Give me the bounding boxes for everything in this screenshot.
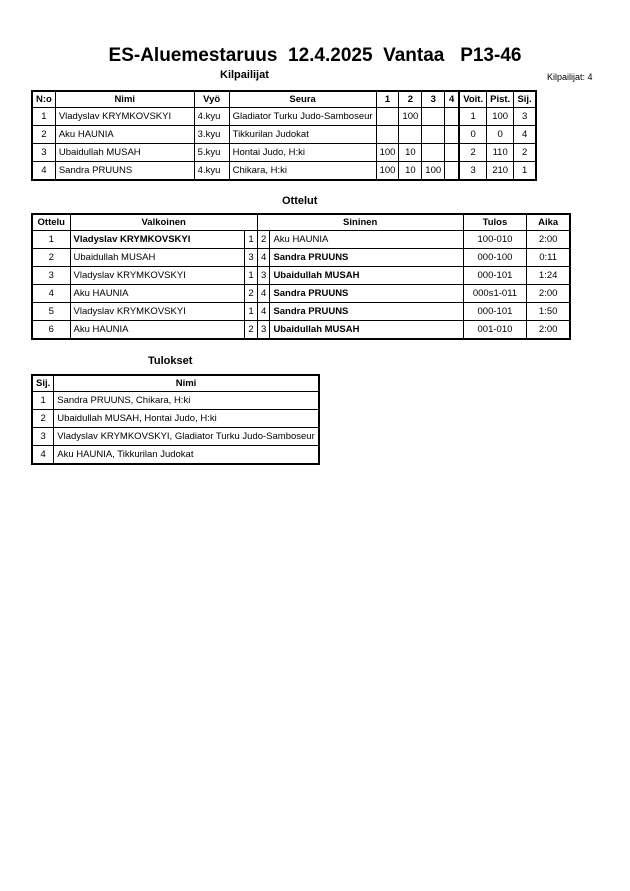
white-fighter: Ubaidullah MUSAH [70,249,245,267]
result-place: 3 [32,428,54,446]
blue-fighter: Sandra PRUUNS [270,249,463,267]
match-time: 2:00 [527,285,570,303]
col-result-name: Nimi [54,375,319,392]
match-row [32,267,570,285]
match-number: 6 [32,321,70,340]
col-r2: 2 [399,91,422,108]
score-vs-3 [422,126,445,144]
competitor-place: 4 [514,126,536,144]
competitor-belt: 4.kyu [194,162,229,181]
competitor-row [32,162,536,181]
white-fighter-number: 1 [245,303,258,321]
white-fighter: Aku HAUNIA [70,321,245,340]
match-result: 000-101 [463,303,527,321]
result-name: Ubaidullah MUSAH, Hontai Judo, H:ki [54,410,319,428]
match-result: 000-101 [463,267,527,285]
score-vs-1 [376,108,399,126]
matches-heading: Ottelut [282,195,318,207]
col-r4: 4 [445,91,460,108]
result-place: 1 [32,392,54,410]
competitor-place: 1 [514,162,536,181]
competitor-count: Kilpailijat: 4 [547,72,593,82]
col-result: Tulos [463,214,527,231]
score-vs-3 [422,108,445,126]
result-name: Vladyslav KRYMKOVSKYI, Gladiator Turku Judo-Samboseur [54,428,319,446]
competitor-wins: 2 [459,144,486,162]
competitor-club: Gladiator Turku Judo-Samboseur [229,108,376,126]
match-result: 000-100 [463,249,527,267]
white-fighter: Aku HAUNIA [70,285,245,303]
match-row [32,285,570,303]
white-fighter: Vladyslav KRYMKOVSKYI [70,231,245,249]
col-belt: Vyö [194,91,229,108]
competitor-belt: 3.kyu [194,126,229,144]
col-blue: Sininen [257,214,463,231]
blue-fighter: Sandra PRUUNS [270,303,463,321]
white-fighter-number: 2 [245,285,258,303]
match-number: 2 [32,249,70,267]
result-row [32,392,319,410]
result-name: Aku HAUNIA, Tikkurilan Judokat [54,446,319,465]
match-time: 0:11 [527,249,570,267]
competitor-points: 0 [487,126,514,144]
score-vs-2: 10 [399,144,422,162]
white-fighter-number: 1 [245,231,258,249]
blue-fighter: Ubaidullah MUSAH [270,267,463,285]
match-result: 000s1-011 [463,285,527,303]
score-vs-4 [445,162,460,181]
match-row [32,231,570,249]
match-time: 1:24 [527,267,570,285]
col-r1: 1 [376,91,399,108]
result-place: 4 [32,446,54,465]
score-vs-2: 10 [399,162,422,181]
score-vs-3 [422,144,445,162]
col-points: Pist. [487,91,514,108]
competitor-wins: 1 [459,108,486,126]
competitor-belt: 5.kyu [194,144,229,162]
score-vs-1 [376,126,399,144]
competitor-row [32,144,536,162]
competitor-number: 4 [32,162,55,181]
col-place: Sij. [514,91,536,108]
matches-header-row [32,214,570,231]
result-row [32,410,319,428]
col-match: Ottelu [32,214,70,231]
blue-fighter-number: 4 [257,249,270,267]
match-number: 4 [32,285,70,303]
col-rank: Sij. [32,375,54,392]
competitor-row [32,126,536,144]
score-vs-3: 100 [422,162,445,181]
blue-fighter-number: 4 [257,303,270,321]
competitor-points: 100 [487,108,514,126]
competitor-name: Aku HAUNIA [55,126,194,144]
score-vs-4 [445,144,460,162]
match-number: 5 [32,303,70,321]
col-time: Aika [527,214,570,231]
page-title: ES-Aluemestaruus 12.4.2025 Vantaa P13-46 [108,45,522,66]
white-fighter-number: 2 [245,321,258,340]
score-vs-2: 100 [399,108,422,126]
score-vs-1: 100 [376,144,399,162]
matches-table [31,213,571,340]
competitor-wins: 3 [459,162,486,181]
competitor-wins: 0 [459,126,486,144]
white-fighter-number: 3 [245,249,258,267]
competitor-place: 2 [514,144,536,162]
competitors-table [31,90,537,181]
col-name: Nimi [55,91,194,108]
col-r3: 3 [422,91,445,108]
competitors-heading: Kilpailijat [220,69,269,81]
match-time: 1:50 [527,303,570,321]
white-fighter-number: 1 [245,267,258,285]
match-number: 1 [32,231,70,249]
match-row [32,303,570,321]
score-vs-4 [445,126,460,144]
result-row [32,446,319,465]
competitors-header-row [32,91,536,108]
col-white: Valkoinen [70,214,257,231]
blue-fighter: Aku HAUNIA [270,231,463,249]
score-vs-2 [399,126,422,144]
blue-fighter-number: 3 [257,267,270,285]
match-number: 3 [32,267,70,285]
competitor-name: Ubaidullah MUSAH [55,144,194,162]
blue-fighter: Sandra PRUUNS [270,285,463,303]
competitor-points: 210 [487,162,514,181]
result-name: Sandra PRUUNS, Chikara, H:ki [54,392,319,410]
blue-fighter-number: 2 [257,231,270,249]
results-heading: Tulokset [148,355,193,367]
match-result: 001-010 [463,321,527,340]
match-time: 2:00 [527,231,570,249]
competitor-name: Vladyslav KRYMKOVSKYI [55,108,194,126]
match-row [32,321,570,340]
competitor-club: Chikara, H:ki [229,162,376,181]
col-club: Seura [229,91,376,108]
competitor-club: Hontai Judo, H:ki [229,144,376,162]
competitor-number: 1 [32,108,55,126]
results-header-row [32,375,319,392]
competitor-name: Sandra PRUUNS [55,162,194,181]
competitor-place: 3 [514,108,536,126]
match-row [32,249,570,267]
blue-fighter-number: 4 [257,285,270,303]
blue-fighter: Ubaidullah MUSAH [270,321,463,340]
match-time: 2:00 [527,321,570,340]
competitor-points: 110 [487,144,514,162]
competitor-belt: 4.kyu [194,108,229,126]
results-table [31,374,320,465]
score-vs-4 [445,108,460,126]
result-row [32,428,319,446]
match-result: 100-010 [463,231,527,249]
result-place: 2 [32,410,54,428]
blue-fighter-number: 3 [257,321,270,340]
competitor-number: 3 [32,144,55,162]
col-no: N:o [32,91,55,108]
competitor-row [32,108,536,126]
white-fighter: Vladyslav KRYMKOVSKYI [70,303,245,321]
competitor-club: Tikkurilan Judokat [229,126,376,144]
white-fighter: Vladyslav KRYMKOVSKYI [70,267,245,285]
competitor-number: 2 [32,126,55,144]
score-vs-1: 100 [376,162,399,181]
col-wins: Voit. [459,91,486,108]
